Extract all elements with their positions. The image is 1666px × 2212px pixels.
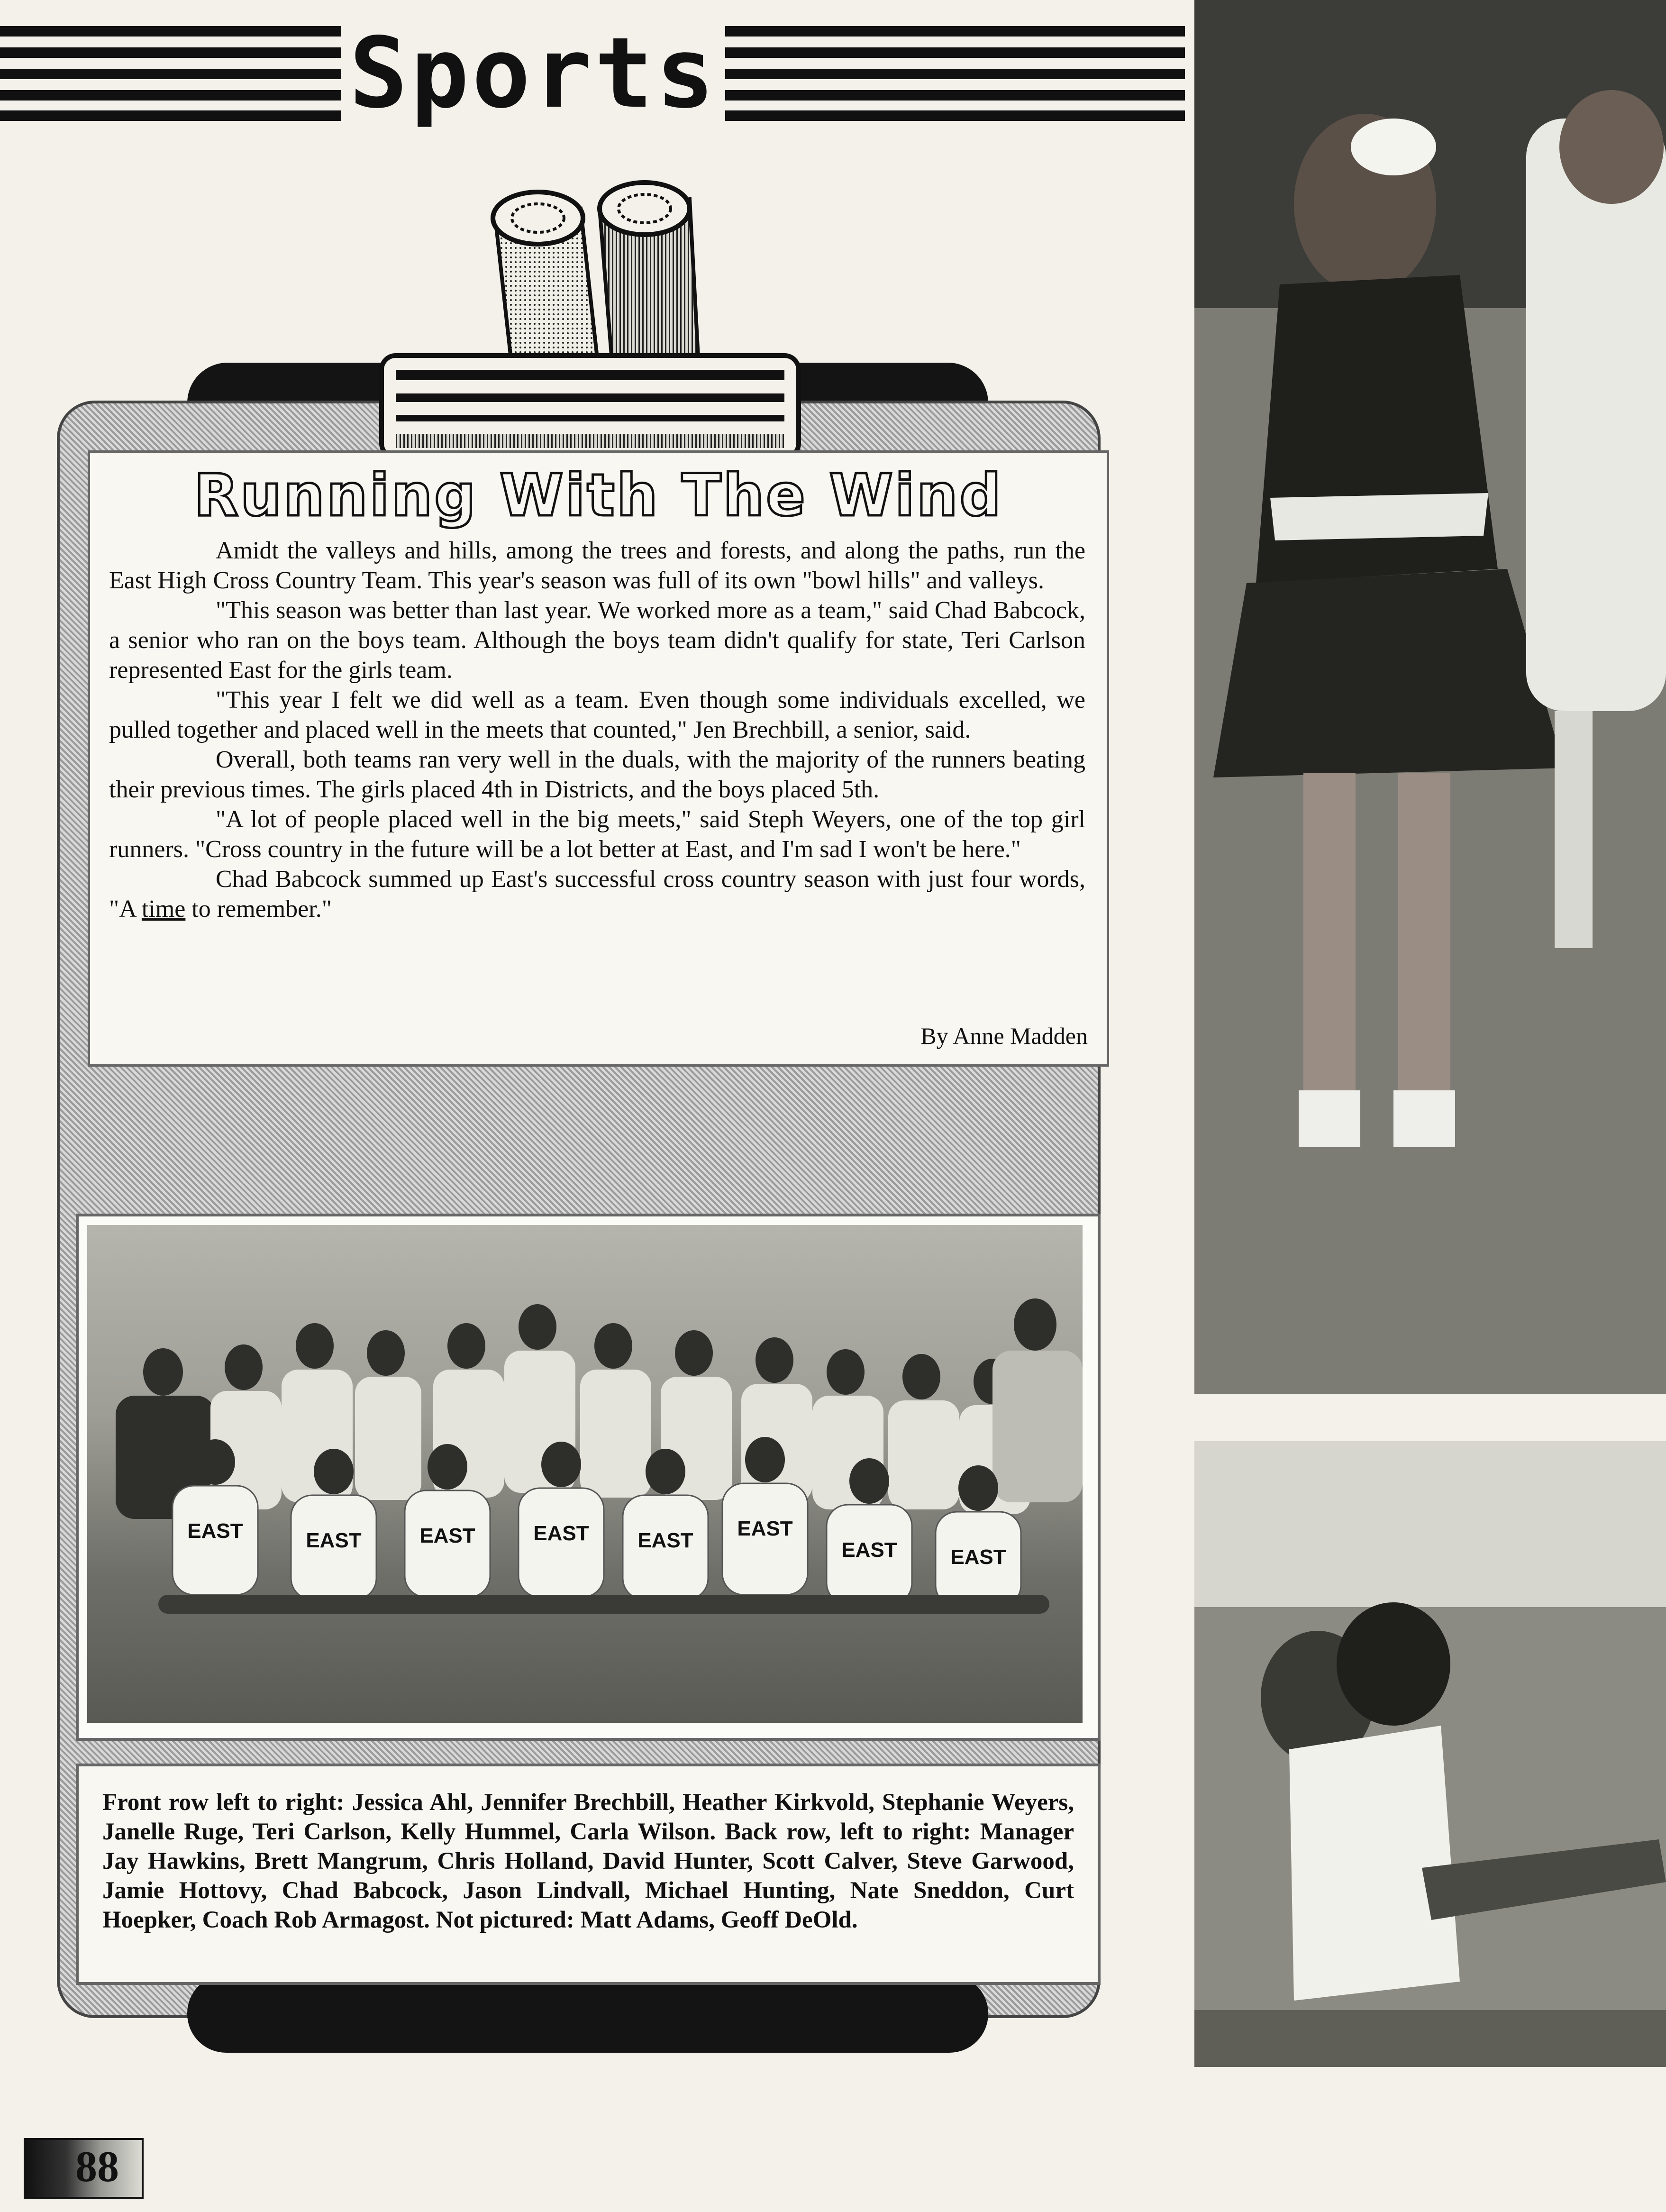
team-photo	[87, 1225, 1083, 1723]
page-number: 88	[75, 2142, 119, 2191]
jersey-label: EAST	[187, 1519, 243, 1543]
back-row-figures	[116, 1298, 1083, 1519]
article-paragraph: "This year I felt we did well as a team. Even though some individuals excelled, we pulled together and placed well in the meets that counted," Jen Brechbill, a senior, said.	[109, 686, 1085, 743]
article-paragraph: "A lot of people placed well in the big meets," said Steph Weyers, one of the top girl runners. "Cross country in the future will be a lot better at East, and I'm sad I won't be here."	[109, 806, 1085, 863]
article-title: Running With The Wind	[194, 462, 1003, 529]
runner-resting-illustration	[1194, 1441, 1666, 2067]
cheerleader-photo	[1194, 0, 1666, 1394]
team-photo-frame	[76, 1214, 1101, 1741]
jersey-label: EAST	[737, 1517, 793, 1540]
runner-resting-photo	[1194, 1441, 1666, 2067]
team-photo-illustration	[87, 1225, 1083, 1723]
jersey-label: EAST	[419, 1524, 475, 1547]
article-paragraph: Amidt the valleys and hills, among the trees and forests, and along the paths, run the East High Cross Country Team. This year's season was full of its own "bowl hills" and valleys.	[109, 537, 1085, 594]
photo-caption: Front row left to right: Jessica Ahl, Jennifer Brechbill, Heather Kirkvold, Stephanie Weyers, Janelle Ruge, Teri Carlson, Kelly Hummel, Carla Wilson. Back row, left to right: Manager Jay Hawkins, Brett Mangrum, Chris Holland, David Hunter, Scott Calver, Steve Garwood, Jamie Hottovy, Chad Babcock, Jason Lindvall, Michael Hunting, Nate Sneddon, Curt Hoepker, Coach Rob Armagost. Not pictured: Matt Adams, Geoff DeOld.	[102, 1789, 1074, 1933]
underlined-word: time	[141, 896, 186, 923]
section-title: Sports	[341, 19, 725, 128]
cheerleader-photo-illustration	[1194, 0, 1666, 1394]
jersey-label: EAST	[841, 1538, 897, 1562]
jersey-label: EAST	[533, 1522, 589, 1545]
jersey-label: EAST	[950, 1545, 1006, 1569]
paper-roll-icon	[377, 180, 803, 465]
jersey-label: EAST	[306, 1529, 362, 1552]
clipboard-bottom-bar	[187, 1974, 988, 2053]
article-body	[109, 536, 1085, 1010]
article-paragraph: "This season was better than last year. We worked more as a team," said Chad Babcock, a senior who ran on the boys team. Although the boys team didn't qualify for state, Teri Carlson represented East for the girls team.	[109, 597, 1085, 684]
byline: By Anne Madden	[920, 1023, 1088, 1049]
article-box	[88, 450, 1109, 1067]
photo-caption-box	[76, 1764, 1101, 1985]
closing-text-end: to remember."	[185, 896, 332, 923]
jersey-label: EAST	[637, 1529, 693, 1552]
article-closing-paragraph	[109, 864, 1085, 924]
article-paragraph: Overall, both teams ran very well in the duals, with the majority of the runners beating their previous times. The girls placed 4th in Districts, and the boys placed 5th.	[109, 746, 1085, 803]
closing-text: Chad Babcock summed up East's successful cross country season with just four words, "A	[109, 866, 1085, 923]
